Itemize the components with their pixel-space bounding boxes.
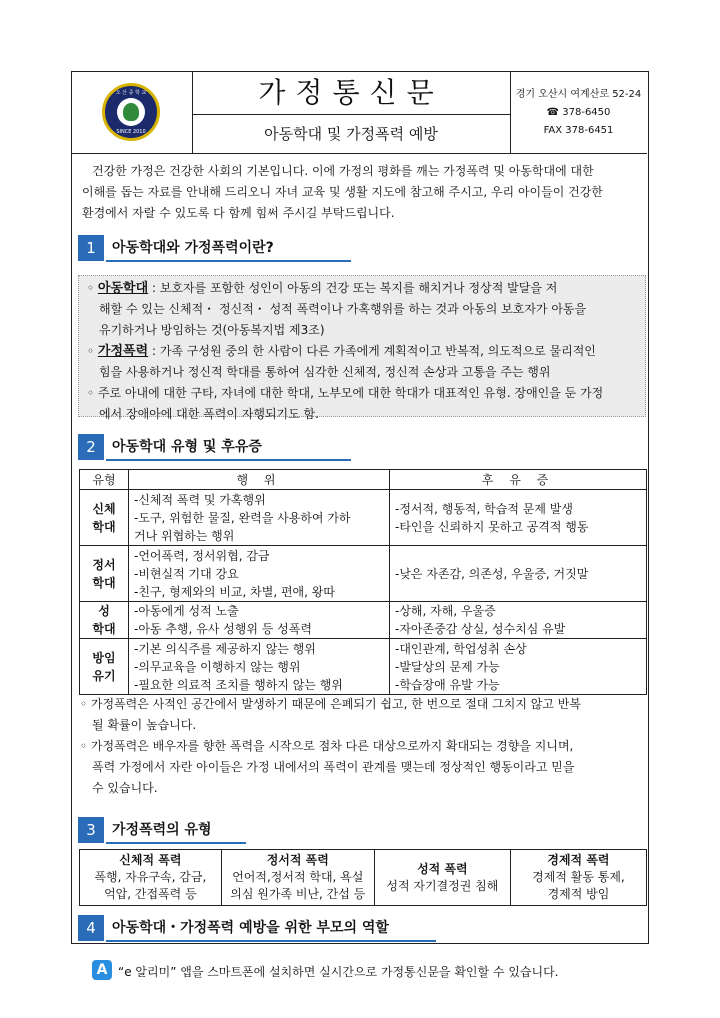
document-frame <box>71 71 649 944</box>
page-title: 가정통신문 <box>192 72 510 115</box>
contact-info <box>510 72 647 153</box>
table-header-row: 유형 행 위 후 유 증 <box>80 470 647 490</box>
logo-cell <box>72 72 193 153</box>
footer-notice: A “e 알리미” 앱을 스마트폰에 설치하면 실시간으로 가정통신문을 확인할 수 있습니다. <box>118 963 559 980</box>
abuse-types-table <box>79 469 647 695</box>
domestic-violence-definition: ◦ 가정폭력 : 가족 구성원 중의 한 사람이 다른 가족에게 계획적이고 반복적, 의도적으로 물리적인 <box>87 344 596 359</box>
table-row: 성 학대 -아동에게 성적 노출 -아동 추행, 유사 성행위 등 성폭력 -상해, 자해, 우울증 -자아존중감 상실, 성수치심 유발 <box>80 602 647 639</box>
logo-text-bottom: SINCE 2010 <box>116 129 146 135</box>
address: 경기 오산시 여계산로 52-24 <box>515 89 642 100</box>
phone: ☎ 378-6450 <box>546 107 611 118</box>
table-row: 신체적 폭력 폭행, 자유구속, 감금, 억압, 간접폭력 등 정서적 폭력 언어적,정서적 학대, 욕설 의심 원가족 비난, 간섭 등 성적 폭력 성적 자기결정권 침해 경제적 폭력 경제적 활동 통제, 경제적 방임 <box>80 850 647 906</box>
logo-text-top: 오 산 중 학 교 <box>115 90 147 96</box>
intro-paragraph: 건강한 가정은 건강한 사회의 기본입니다. 이에 가정의 평화를 깨는 가정폭력 및 아동학대에 대한 이해를 돕는 자료를 안내해 드리오니 자녀 교육 및 생활 지도에 참고해 주시고, 우리 아이들이 건강한 환경에서 자랄 수 있도록 다 함께 힘써 주시길 부탁드립니다. <box>82 164 603 220</box>
definition-box: ◦ 아동학대 : 보호자를 포함한 성인이 아동의 건강 또는 복지를 해치거나 정상적 발달을 저 해할 수 있는 신체적・ 정신적・ 성적 폭력이나 가혹행위를 하는 것과 아동의 보호자가 아동을 유기하거나 방임하는 것(아동복지법 제3조) ◦ 가정폭력 : 가족 구성원 중의 한 사람이 다른 가족에게 계획적이고 반복적, 의도적으로 물리적인 힘을 사용하거나 정신적 학대를 통하여 심각한 신체적, 정신적 손상과 고통을 주는 행위 ◦ 주로 아내에 대한 구타, 자녀에 대한 학대, 노부모에 대한 학대가 대표적인 유형. 장애인을 둔 가정 에서 장애아에 대한 폭력이 자행되기도 함. <box>78 275 646 417</box>
table-row: 방임 유기 -기본 의식주를 제공하지 않는 행위 -의무교육을 이행하지 않는 행위 -필요한 의료적 조치를 행하지 않는 행위 -대인관계, 학업성취 손상 -발달상의 문제 가능 -학습장애 유발 가능 <box>80 639 647 695</box>
section-title: 가정폭력의 유형 <box>112 822 212 838</box>
header <box>72 72 647 154</box>
table-row: 신체 학대 -신체적 폭력 및 가혹행위 -도구, 위험한 물질, 완력을 사용하여 가하 거나 위협하는 행위 -정서적, 행동적, 학습적 문제 발생 -타인을 신뢰하지 못하고 공격적 행동 <box>80 490 647 546</box>
notes: ◦ 가정폭력은 사적인 공간에서 발생하기 때문에 은폐되기 쉽고, 한 번으로 절대 그치지 않고 반복 될 확률이 높습니다. ◦ 가정폭력은 배우자를 향한 폭력을 시작으로 점차 다른 대상으로까지 확대되는 경향을 지니며, 폭력 가정에서 자란 아이들은 가정 내에서의 폭력이 관계를 맺는데 정상적인 행동이라고 믿을 수 있습니다. <box>80 697 581 795</box>
section-title: 아동학대・가정폭력 예방을 위한 부모의 역할 <box>112 920 389 936</box>
app-icon: A <box>92 960 112 980</box>
table-row: 정서 학대 -언어폭력, 정서위협, 감금 -비현실적 기대 강요 -친구, 형제와의 비교, 차별, 편애, 왕따 -낮은 자존감, 의존성, 우울증, 거짓말 <box>80 546 647 602</box>
child-abuse-definition: ◦ 아동학대 : 보호자를 포함한 성인이 아동의 건강 또는 복지를 해치거나 정상적 발달을 저 <box>87 281 558 296</box>
section-number: 4 <box>78 915 104 941</box>
section-title: 아동학대 유형 및 후유증 <box>112 439 262 455</box>
page-subtitle: 아동학대 및 가정폭력 예방 <box>264 125 438 143</box>
section-number: 2 <box>78 434 104 460</box>
violence-types-table <box>79 849 647 906</box>
fax: FAX 378-6451 <box>543 125 614 136</box>
title-cell <box>192 72 511 153</box>
section-number: 1 <box>78 235 104 261</box>
school-logo <box>102 83 160 141</box>
section-title: 아동학대와 가정폭력이란? <box>112 240 274 256</box>
leaf-icon <box>123 103 139 121</box>
section-number: 3 <box>78 817 104 843</box>
